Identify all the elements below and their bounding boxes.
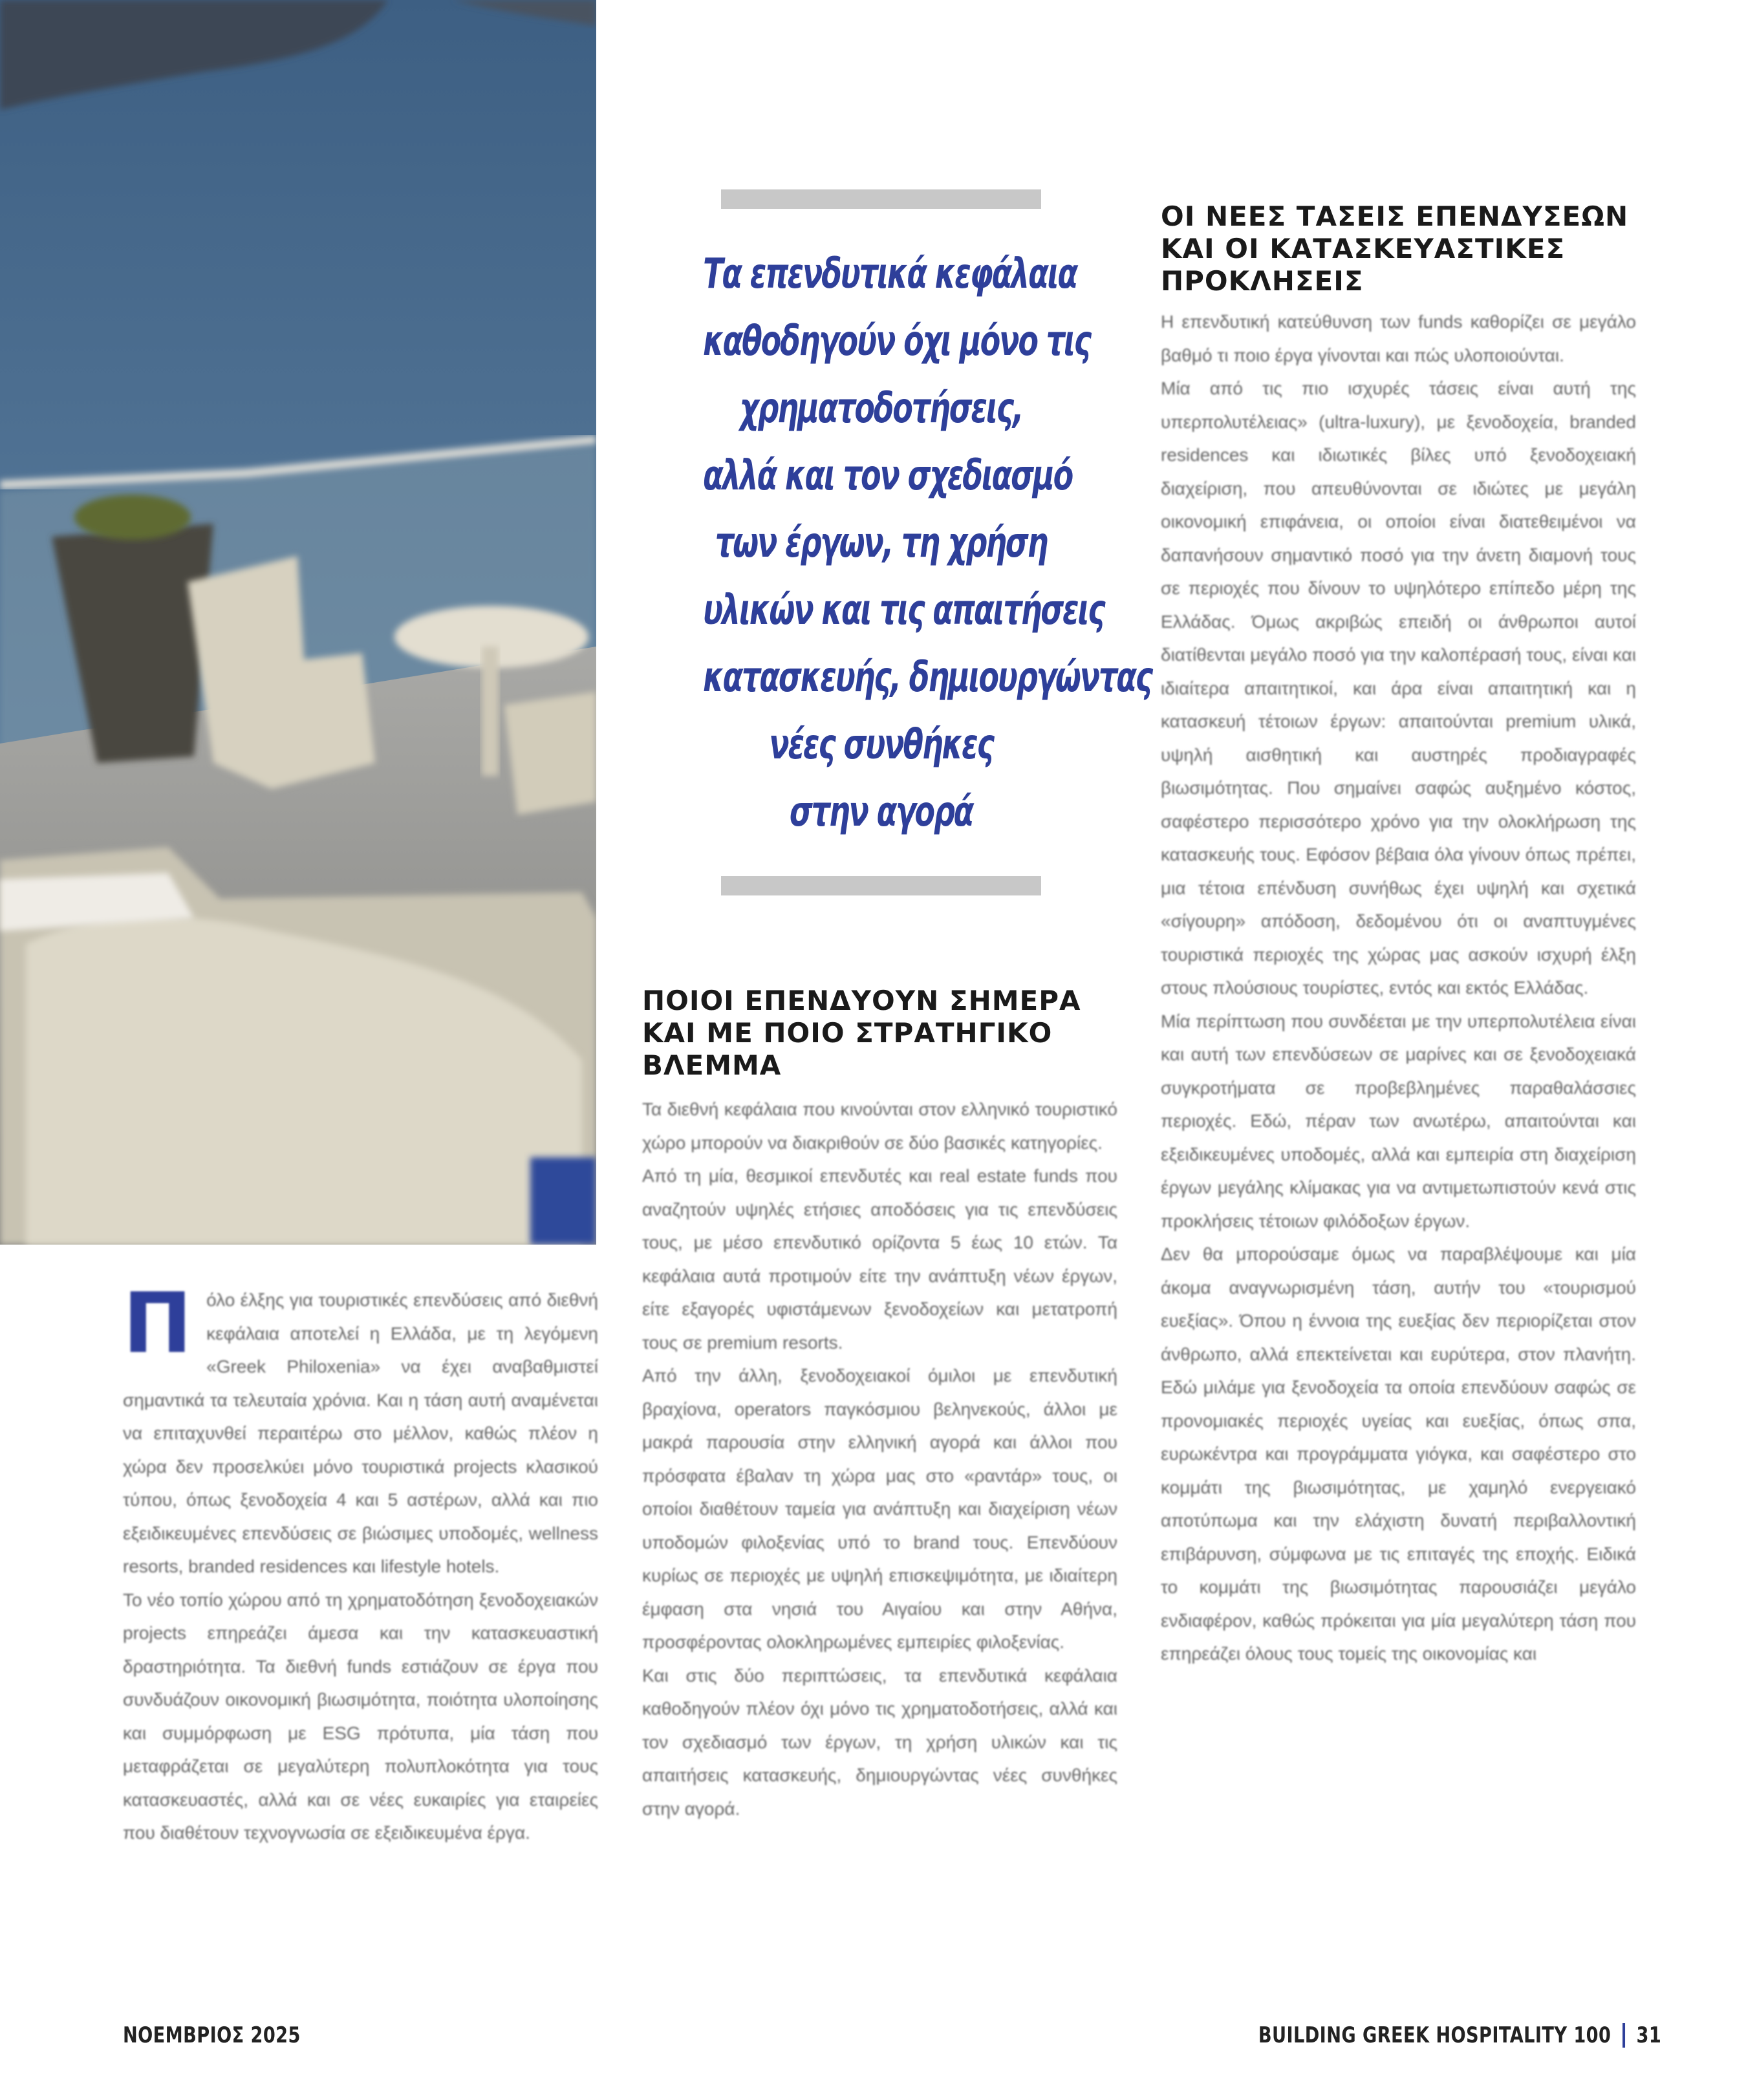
pull-quote-line: υλικών και τις απαιτήσεις [703, 586, 1105, 634]
heading-line: ΠΡΟΚΛΗΣΕΙΣ [1161, 265, 1364, 297]
body-paragraph: Μία περίπτωση που συνδέεται με την υπερπολυτέλεια είναι και αυτή των επενδύσεων σε μαρίνες και σε ξενοδοχειακά συγκροτήματα σε προβεβλημένες παραθαλάσσιες περιοχές. Εδώ, πέραν των ανωτέρω, απαιτούνται και εξειδικευμένες υποδομές, αλλά και εμπειρία στη διαχείριση έργων μεγάλης κλίμακας για να αντιμετωπιστούν κενά στις προκλήσεις τέτοιων φιλόδοξων έργων. [1161, 1011, 1636, 1231]
pull-quote-line: κατασκευής, δημιουργώντας [703, 654, 1152, 702]
body-paragraph: Το νέο τοπίο χώρου από τη χρηματοδότηση ξενοδοχειακών projects επηρεάζει άμεσα και την κατασκευαστική δραστηριότητα. Τα διεθνή funds εστιάζουν σε έργα που συνδυάζουν οικονομική βιωσιμότητα, ποιότητα υλοποίησης και συμμόρφωση με ESG πρότυπα, μία τάση που μεταφράζεται σε μεγαλύτερη πολυπλοκότητα για τους κατασκευαστές, αλλά και σε νέες ευκαιρίες για εταιρείες που διαθέτουν τεχνογνωσία σε εξειδικευμένα έργα. [123, 1589, 598, 1843]
heading-line: ΟΙ ΝΕΕΣ ΤΑΣΕΙΣ ΕΠΕΝΔΥΣΕΩΝ [1161, 200, 1629, 232]
right-section-heading [1161, 200, 1628, 297]
pull-quote-line: των έργων, τη χρήση [715, 519, 1048, 567]
pull-quote-line: καθοδηγούν όχι μόνο τις [703, 317, 1090, 365]
pull-quote-bottom-rule [721, 876, 1041, 895]
heading-line: ΒΛΕΜΜΑ [642, 1049, 782, 1081]
body-paragraph: Τα διεθνή κεφάλαια που κινούνται στον ελληνικό τουριστικό χώρο μπορούν να διακριθούν σε δύο βασικές κατηγορίες. [642, 1099, 1117, 1153]
heading-line: ΚΑΙ ΟΙ ΚΑΤΑΣΚΕΥΑΣΤΙΚΕΣ [1161, 233, 1566, 264]
body-paragraph: Και στις δύο περιπτώσεις, τα επενδυτικά κεφάλαια καθοδηγούν πλέον όχι μόνο τις χρηματοδοτήσεις, αλλά και τον σχεδιασμό των έργων, τη χρήση υλικών και τις απαιτήσεις κατασκευής, δημιουργώντας νέες συνθήκες στην αγορά. [642, 1665, 1117, 1819]
body-paragraph: Από την άλλη, ξενοδοχειακοί όμιλοι με επενδυτική βραχίονα, operators παγκόσμιου βεληνεκούς, άλλοι με μακρά παρουσία στην ελληνική αγορά και άλλοι που πρόσφατα έβαλαν τη χώρα μας στο «ραντάρ» τους, οι οποίοι διαθέτουν ταμεία για ανάπτυξη και διαχείριση νέων υποδομών φιλοξενίας υπό το brand τους. Επενδύουν κυρίως σε περιοχές με υψηλή επισκεψιμότητα, με ιδιαίτερη έμφαση στα νησιά του Αιγαίου και στην Αθήνα, προσφέροντας ολοκληρωμένες εμπειρίες φιλοξενίας. [642, 1366, 1117, 1652]
body-paragraph: Δεν θα μπορούσαμε όμως να παραβλέψουμε και μία άκομα αναγνωρισμένη τάση, αυτήν του «τουρισμού ευεξίας». Όπου η έννοια της ευεξίας δεν περιορίζεται στον άνθρωπο, αλλά επεκτείνεται και ευρύτερα, στον πλανήτη. Εδώ μιλάμε για ξενοδοχεία τα οποία επενδύουν σαφώς σε προνομιακές περιοχές υγείας και ευεξίας, όπως σπα, ευρωκέντρα και προγράμματα γιόγκα, και σαφέστερο στο κομμάτι της βιωσιμότητας, με χαμηλό ενεργειακό αποτύπωμα και την ελάχιστη δυνατή περιβαλλοντική επιβάρυνση, σύμφωνα με τις επιταγές της εποχής. Ειδικά το κομμάτι της βιωσιμότητας παρουσιάζει μεγάλο ενδιαφέρον, καθώς πρόκειται για μία μεγαλύτερη τάση που επηρεάζει όλους τους τομείς της οικονομίας και [1161, 1244, 1636, 1664]
pull-quote [703, 241, 1152, 846]
middle-section-heading [642, 985, 1081, 1082]
pull-quote-line: νέες συνθήκες [769, 721, 993, 769]
body-paragraph: Μία από τις πιο ισχυρές τάσεις είναι αυτή της υπερπολυτέλειας» (ultra-luxury), με ξενοδοχεία, branded residences και ιδιωτικές βίλες υπό ξενοδοχειακή διαχείριση, που απευθύνονται σε ιδιώτες με μεγάλη οικονομική επιφάνεια, οι οποίοι είναι διατεθειμένοι να δαπανήσουν σημαντικό ποσό για την άνετη διαμονή τους σε περιοχές που δίνουν το υψηλότερο επίπεδο μέρη της Ελλάδας. Όμως ακριβώς επειδή οι άνθρωποι αυτοί διατίθενται μεγάλο ποσό για την καλοπέρασή τους, είναι και ιδιαίτερα απαιτητικοί, και άρα είναι απαιτητική και η κατασκευή τέτοιων έργων: απαιτούνται premium υλικά, υψηλή αισθητική και αυστηρές προδιαγραφές βιωσιμότητας. Που σημαίνει σαφώς αυξημένο κόστος, σαφέστερο περισσότερο χρόνο για την ολοκλήρωση της κατασκευής τους. Εφόσον βέβαια όλα γίνουν όπως πρέπει, μια τέτοια επένδυση συνήθως έχει υψηλή και σχετικά «σίγουρη» απόδοση, δεδομένου ότι οι αναπτυγμένες τουριστικά περιοχές της χώρας μας ασκούν ισχυρή έλξη στους πλούσιους τουρίστες, εντός και εκτός Ελλάδας. [1161, 378, 1636, 998]
body-paragraph: Από τη μία, θεσμικοί επενδυτές και real estate funds που αναζητούν υψηλές ετήσιες αποδόσεις για τις επενδύσεις τους, με μέσο επενδυτικό ορίζοντα 5 έως 10 ετών. Τα κεφάλαια αυτά προτιμούν είτε την ανάπτυξη νέων έργων, είτε εξαγορές υφιστάμενων ξενοδοχείων και μετατροπή τους σε premium resorts. [642, 1166, 1117, 1353]
footer-publication-info [1258, 2022, 1661, 2048]
photo-notch [596, 0, 604, 110]
body-paragraph [123, 1276, 598, 1583]
body-paragraph: Η επενδυτική κατεύθυνση των funds καθορίζει σε μεγάλο βαθμό τι ποιο έργα γίνονται και πώς υλοποιούνται. [1161, 312, 1636, 365]
paragraph-text: όλο έλξης για τουριστικές επενδύσεις από διεθνή κεφάλαια αποτελεί η Ελλάδα, με τη λεγόμενη «Greek Philoxenia» να έχει αναβαθμιστεί σημαντικά τα τελευταία χρόνια. Και η τάση αυτή αναμένεται να επιταχυνθεί περαιτέρω στο μέλλον, καθώς πλέον η χώρα δεν προσελκύει μόνο τουριστικά projects κλασικού τύπου, όπως ξενοδοχεία 4 και 5 αστέρων, αλλά και πιο εξειδικευμένες επενδύσεις σε βιώσιμες υποδομές, wellness resorts, branded residences και lifestyle hotels. [123, 1290, 598, 1576]
pull-quote-line: Τα επενδυτικά κεφάλαια [703, 250, 1077, 298]
footer-date: ΝΟΕΜΒΡΙΟΣ 2025 [123, 2022, 301, 2048]
right-column [1161, 305, 1636, 1671]
terrace-sea-view-image [0, 0, 596, 1245]
drop-cap: Π [123, 1276, 193, 1372]
pull-quote-top-rule [721, 189, 1041, 209]
heading-line: ΚΑΙ ΜΕ ΠΟΙΟ ΣΤΡΑΤΗΓΙΚΟ [642, 1017, 1053, 1049]
footer-separator [1622, 2023, 1625, 2048]
hero-photo [0, 0, 596, 1245]
middle-column [642, 1093, 1117, 1825]
page-number: 31 [1636, 2022, 1661, 2048]
heading-line: ΠΟΙΟΙ ΕΠΕΝΔΥΟΥΝ ΣΗΜΕΡΑ [642, 985, 1081, 1016]
publication-name: BUILDING GREEK HOSPITALITY 100 [1258, 2022, 1611, 2048]
left-column [123, 1276, 598, 1850]
pull-quote-line: χρηματοδοτήσεις, [739, 385, 1023, 433]
pull-quote-line: αλλά και τον σχεδιασμό [703, 452, 1073, 500]
pull-quote-line: στην αγορά [789, 788, 973, 836]
